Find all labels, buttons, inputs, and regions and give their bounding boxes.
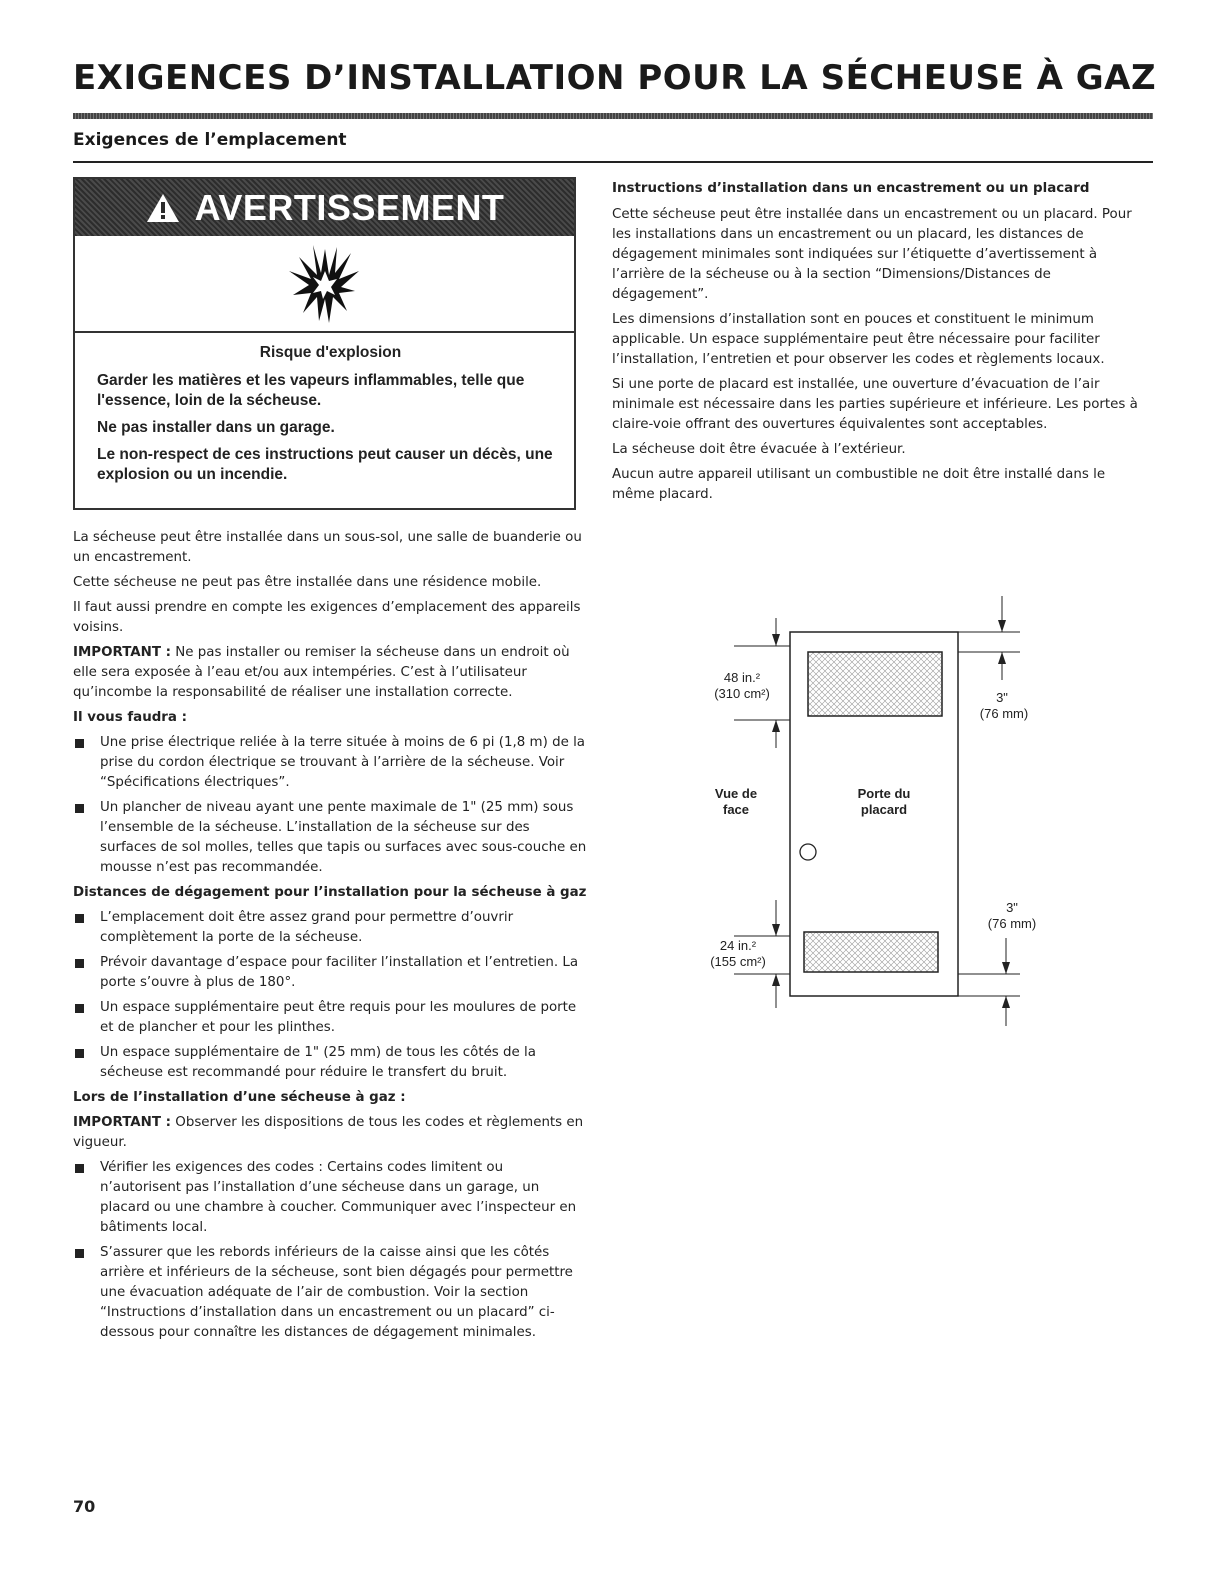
bullet-icon [75, 804, 84, 813]
title-rule [73, 113, 1153, 119]
important-note [73, 1113, 588, 1153]
arrow-down-icon [1002, 962, 1010, 974]
warning-title: AVERTISSEMENT [194, 186, 505, 228]
bottom-vent-area-label: 24 in.² [719, 938, 757, 953]
bottom-vent-area-label-metric: (155 cm²) [710, 954, 766, 969]
list-item: Vérifier les exigences des codes : Certains codes limitent ou n’autorisent pas l’installation d’une sécheuse dans un garage, un placard ou une chambre à coucher. Communiquer avec l’inspecteur en bâtiments local. [73, 1158, 588, 1238]
arrow-down-icon [998, 620, 1006, 632]
explosion-icon [285, 241, 365, 326]
list-item: Prévoir davantage d’espace pour faciliter l’installation et l’entretien. La porte s’ouvre à plus de 180°. [73, 953, 588, 993]
gas-heading: Lors de l’installation d’une sécheuse à gaz : [73, 1090, 406, 1105]
section-rule [73, 161, 1153, 163]
page-number: 70 [73, 1497, 96, 1516]
clearance-list [73, 908, 588, 1083]
bullet-icon [75, 959, 84, 968]
arrow-down-icon [772, 634, 780, 646]
clearance-heading: Distances de dégagement pour l’installation pour la sécheuse à gaz [73, 885, 587, 900]
important-text: Observer les dispositions de tous les codes et règlements en vigueur. [73, 1115, 584, 1150]
closet-heading: Instructions d’installation dans un encastrement ou un placard [612, 181, 1090, 196]
paragraph: La sécheuse doit être évacuée à l’extérieur. [612, 442, 906, 457]
important-text: Ne pas installer ou remiser la sécheuse dans un endroit où elle sera exposée à l’eau et/ou aux intempéries. C’est à l’utilisateur qu’incombe la responsabilité de réaliser une installation correcte. [73, 645, 570, 700]
requirements-list [73, 733, 588, 878]
bullet-icon [75, 1049, 84, 1058]
view-label: Vue de [714, 786, 758, 801]
closet-door-diagram [690, 590, 1090, 1030]
list-item: Une prise électrique reliée à la terre située à moins de 6 pi (1,8 m) de la prise du cordon électrique se trouvant à l’arrière de la sécheuse. Voir “Spécifications électriques”. [73, 733, 588, 793]
warning-box [73, 177, 576, 510]
important-label: IMPORTANT : [73, 645, 172, 660]
arrow-up-icon [772, 974, 780, 986]
view-label-2: face [722, 802, 750, 817]
warning-body [75, 333, 574, 485]
important-label: IMPORTANT : [73, 1115, 172, 1130]
page-title: EXIGENCES D’INSTALLATION POUR LA SÉCHEUSE À GAZ [73, 58, 1157, 98]
list-item: S’assurer que les rebords inférieurs de la caisse ainsi que les côtés arrière et inférieurs de la sécheuse, sont bien dégagés pour permettre une évacuation adéquate de l’air de combustion. Voir la section “Instructions d’installation dans un encastrement ou un placard” ci-dessous pour connaître les distances de dégagement minimales. [73, 1243, 588, 1343]
paragraph: La sécheuse peut être installée dans un sous-sol, une salle de buanderie ou un encastrement. [73, 530, 582, 565]
warning-line: Garder les matières et les vapeurs inflammables, telle que l'essence, loin de la sécheuse. [97, 372, 525, 409]
list-item: L’emplacement doit être assez grand pour permettre d’ouvrir complètement la porte de la sécheuse. [73, 908, 588, 948]
top-gap-label-metric: (76 mm) [979, 706, 1029, 721]
warning-triangle-icon [145, 192, 181, 224]
top-vent-area-label-metric: (310 cm²) [714, 686, 770, 701]
paragraph: Cette sécheuse ne peut pas être installée dans une résidence mobile. [73, 575, 542, 590]
bullet-icon [75, 1004, 84, 1013]
warning-line: Ne pas installer dans un garage. [97, 419, 335, 436]
warning-header [75, 179, 574, 236]
bullet-icon [75, 1164, 84, 1173]
door-label: Porte du [857, 786, 911, 801]
top-vent [808, 652, 942, 716]
list-item: Un espace supplémentaire de 1" (25 mm) de tous les côtés de la sécheuse est recommandé pour réduire le transfert du bruit. [73, 1043, 588, 1083]
paragraph: Il faut aussi prendre en compte les exigences d’emplacement des appareils voisins. [73, 600, 581, 635]
bullet-icon [75, 914, 84, 923]
right-column [612, 179, 1142, 510]
paragraph: Les dimensions d’installation sont en pouces et constituent le minimum applicable. Un espace supplémentaire peut être nécessaire pour faciliter l’installation, l’entretien et pour observer les codes et règlements locaux. [612, 312, 1105, 367]
arrow-up-icon [1002, 996, 1010, 1008]
door-knob-icon [800, 844, 816, 860]
warning-line: Le non-respect de ces instructions peut causer un décès, une explosion ou un incendie. [97, 446, 553, 483]
arrow-up-icon [998, 652, 1006, 664]
hazard-name: Risque d'explosion [259, 344, 402, 361]
list-item: Un plancher de niveau ayant une pente maximale de 1" (25 mm) sous l’ensemble de la sécheuse. L’installation de la sécheuse sur des surfaces de sol molles, telles que tapis ou surfaces avec sous-couche en mousse n’est pas recommandée. [73, 798, 588, 878]
bottom-vent [804, 932, 938, 972]
bullet-icon [75, 1249, 84, 1258]
bottom-gap-label: 3" [1006, 900, 1018, 915]
bullet-icon [75, 739, 84, 748]
bottom-gap-label-metric: (76 mm) [987, 916, 1037, 931]
gas-list [73, 1158, 588, 1343]
arrow-down-icon [772, 924, 780, 936]
requirements-heading: Il vous faudra : [73, 710, 187, 725]
section-heading: Exigences de l’emplacement [73, 130, 347, 150]
paragraph: Cette sécheuse peut être installée dans un encastrement ou un placard. Pour les installations dans un encastrement ou un placard, les distances de dégagement minimales sont indiquées sur l’étiquette d’avertissement à l’arrière de la sécheuse ou à la section “Dimensions/Distances de dégagement”. [612, 207, 1132, 302]
top-gap-label: 3" [996, 690, 1008, 705]
arrow-up-icon [772, 720, 780, 732]
list-item: Un espace supplémentaire peut être requis pour les moulures de porte et de plancher et pour les plinthes. [73, 998, 588, 1038]
top-vent-area-label: 48 in.² [723, 670, 761, 685]
door-label-2: placard [860, 802, 908, 817]
left-column [73, 528, 588, 1348]
explosion-graphic [75, 236, 574, 333]
important-note [73, 643, 588, 703]
paragraph: Si une porte de placard est installée, une ouverture d’évacuation de l’air minimale est nécessaire dans les parties supérieure et inférieure. Les portes à claire-voie offrant des ouvertures équivalentes sont acceptables. [612, 377, 1138, 432]
paragraph: Aucun autre appareil utilisant un combustible ne doit être installé dans le même placard. [612, 467, 1106, 502]
